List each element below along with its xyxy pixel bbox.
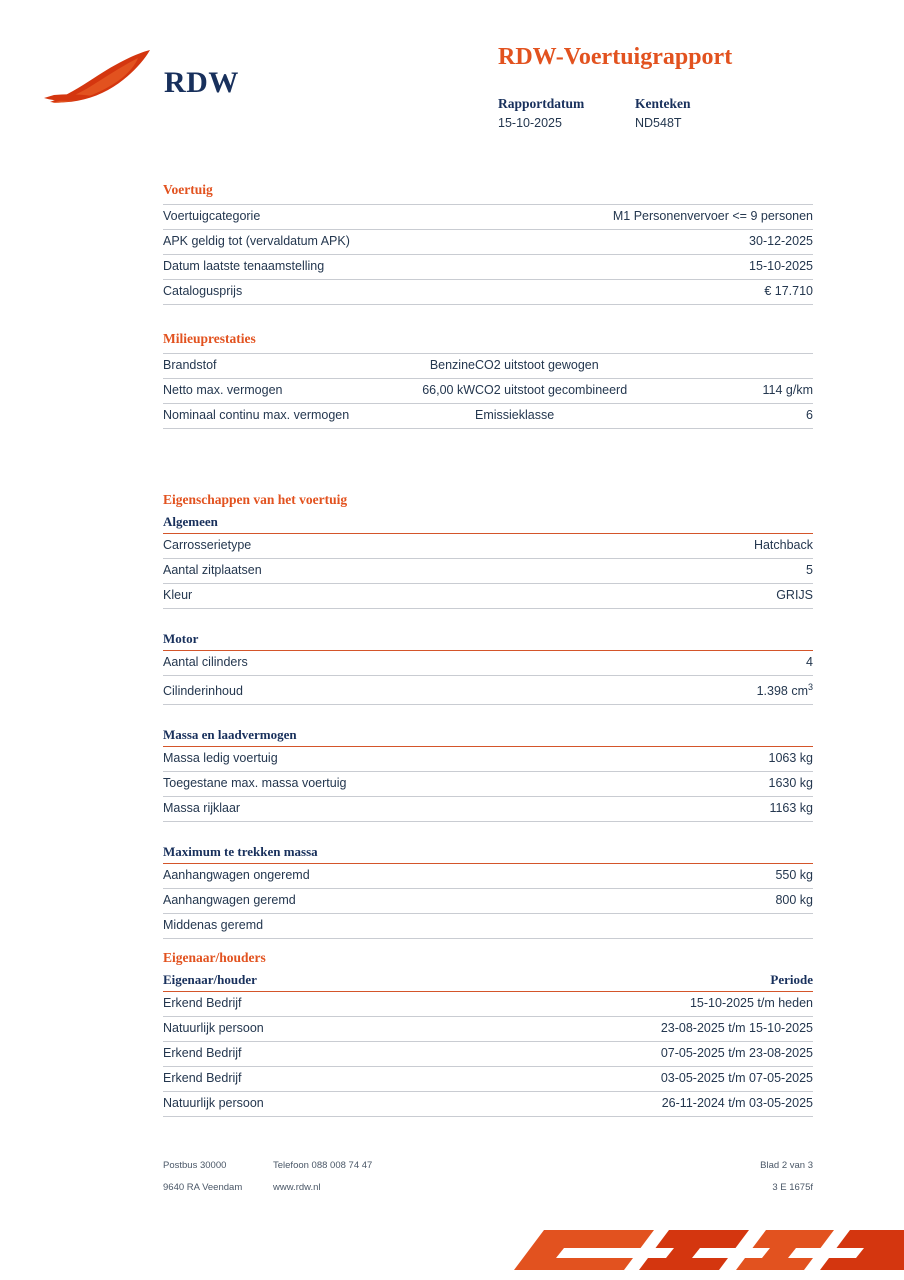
owner-name: Erkend Bedrijf	[163, 1067, 422, 1092]
row-label: Massa rijklaar	[163, 797, 686, 822]
table-row	[163, 1092, 813, 1117]
table-row	[163, 205, 813, 230]
row-label: APK geldig tot (vervaldatum APK)	[163, 230, 477, 255]
footer-postbus: Postbus 30000	[163, 1160, 227, 1171]
table-row	[163, 404, 813, 429]
table-row	[163, 889, 813, 914]
row-label: Aanhangwagen ongeremd	[163, 864, 681, 889]
section-voertuig	[163, 182, 813, 305]
footer-page-number: Blad 2 van 3	[760, 1160, 813, 1171]
row-value-left	[371, 404, 475, 429]
row-value-right: 114 g/km	[699, 379, 813, 404]
row-label: Datum laatste tenaamstelling	[163, 255, 477, 280]
section-eigenschappen	[163, 492, 813, 939]
row-label: Aantal zitplaatsen	[163, 559, 570, 584]
row-label: Toegestane max. massa voertuig	[163, 772, 686, 797]
owner-name: Erkend Bedrijf	[163, 992, 422, 1017]
table-row	[163, 379, 813, 404]
owner-period: 26-11-2024 t/m 03-05-2025	[422, 1092, 813, 1117]
subsection-title-motor: Motor	[163, 631, 199, 646]
table-row	[163, 584, 813, 609]
row-label: Voertuigcategorie	[163, 205, 477, 230]
voertuig-table	[163, 204, 813, 305]
row-label: Cilinderinhoud	[163, 676, 553, 705]
decorative-corner-graphic	[504, 1210, 904, 1280]
row-value: 4	[553, 651, 813, 676]
report-date-label: Rapportdatum	[498, 96, 585, 111]
row-label: Kleur	[163, 584, 570, 609]
row-value: GRIJS	[570, 584, 813, 609]
owner-name: Natuurlijk persoon	[163, 1017, 422, 1042]
table-row	[163, 1067, 813, 1092]
subsection-title-massa: Massa en laadvermogen	[163, 727, 297, 743]
owner-period: 03-05-2025 t/m 07-05-2025	[422, 1067, 813, 1092]
row-value: 1630 kg	[686, 772, 813, 797]
table-row	[163, 559, 813, 584]
column-header-owner: Eigenaar/houder	[163, 972, 257, 987]
row-value-cilinderinhoud	[553, 676, 813, 705]
document-header	[0, 0, 904, 150]
table-row	[163, 280, 813, 305]
row-value-left: Benzine	[371, 354, 475, 379]
subsection-title-trekken: Maximum te trekken massa	[163, 844, 318, 860]
table-row	[163, 354, 813, 379]
row-label: Aantal cilinders	[163, 651, 553, 676]
plate-label: Kenteken	[635, 96, 691, 111]
row-label: Middenas geremd	[163, 914, 681, 939]
row-value-right	[699, 354, 813, 379]
rdw-logo	[42, 34, 252, 104]
row-label: Catalogusprijs	[163, 280, 477, 305]
unit-exponent: 3	[807, 682, 813, 692]
row-value: € 17.710	[477, 280, 813, 305]
subsection-title-algemeen: Algemeen	[163, 514, 218, 529]
row-value: 1063 kg	[686, 747, 813, 772]
plate-value: ND548T	[635, 116, 682, 130]
row-value: 1.398 cm	[756, 684, 808, 699]
footer-line-2	[163, 1182, 813, 1204]
section-milieuprestaties	[163, 331, 813, 429]
table-row	[163, 255, 813, 280]
table-row	[163, 1017, 813, 1042]
owner-name: Erkend Bedrijf	[163, 1042, 422, 1067]
table-row	[163, 534, 813, 559]
table-row	[163, 772, 813, 797]
section-title-voertuig: Voertuig	[163, 182, 213, 197]
footer-form-code: 3 E 1675f	[772, 1182, 813, 1193]
algemeen-table	[163, 533, 813, 609]
row-value: 30-12-2025	[477, 230, 813, 255]
row-value: M1 Personenvervoer <= 9 personen	[477, 205, 813, 230]
row-value-left: 66,00 kW	[371, 379, 475, 404]
plate-block	[635, 96, 691, 130]
row-value: Hatchback	[570, 534, 813, 559]
footer-line-1	[163, 1160, 813, 1182]
owners-table	[163, 972, 813, 1117]
section-eigenaar-houders	[163, 950, 813, 1117]
row-value: 550 kg	[681, 864, 813, 889]
document-footer	[163, 1160, 813, 1204]
row-value	[681, 914, 813, 939]
report-date-block	[498, 96, 635, 130]
table-row	[163, 992, 813, 1017]
footer-city: 9640 RA Veendam	[163, 1182, 243, 1193]
row-label-left: Brandstof	[163, 354, 371, 379]
report-meta	[498, 96, 828, 130]
row-value: 5	[570, 559, 813, 584]
table-row	[163, 230, 813, 255]
report-title: RDW-Voertuigrapport	[498, 44, 733, 70]
milieu-table	[163, 353, 813, 429]
section-title-eigenaar: Eigenaar/houders	[163, 950, 266, 965]
row-label-right: Emissieklasse	[475, 404, 699, 429]
column-header-period: Periode	[770, 972, 813, 987]
row-label: Aanhangwagen geremd	[163, 889, 681, 914]
massa-table	[163, 746, 813, 822]
row-label-right: CO2 uitstoot gewogen	[475, 354, 699, 379]
row-value: 800 kg	[681, 889, 813, 914]
table-row	[163, 747, 813, 772]
motor-table	[163, 650, 813, 705]
row-label-left: Nominaal continu max. vermogen	[163, 404, 371, 429]
row-label: Massa ledig voertuig	[163, 747, 686, 772]
section-title-milieu: Milieuprestaties	[163, 331, 256, 346]
row-value: 1163 kg	[686, 797, 813, 822]
table-row	[163, 864, 813, 889]
table-row	[163, 914, 813, 939]
table-row	[163, 1042, 813, 1067]
report-date-value: 15-10-2025	[498, 116, 562, 130]
owner-period: 15-10-2025 t/m heden	[422, 992, 813, 1017]
trekken-table	[163, 863, 813, 939]
footer-telephone: Telefoon 088 008 74 47	[273, 1160, 373, 1171]
owner-period: 07-05-2025 t/m 23-08-2025	[422, 1042, 813, 1067]
row-value-right: 6	[699, 404, 813, 429]
table-header-row	[163, 972, 813, 992]
row-label-left: Netto max. vermogen	[163, 379, 371, 404]
table-row	[163, 651, 813, 676]
brand-wordmark: RDW	[164, 66, 239, 99]
section-title-eigenschappen: Eigenschappen van het voertuig	[163, 492, 348, 507]
table-row	[163, 676, 813, 705]
owner-name: Natuurlijk persoon	[163, 1092, 422, 1117]
rdw-feather-icon	[42, 48, 157, 106]
footer-website: www.rdw.nl	[273, 1182, 321, 1193]
row-label-right: CO2 uitstoot gecombineerd	[475, 379, 699, 404]
rdw-stripes-icon	[504, 1210, 904, 1280]
table-row	[163, 797, 813, 822]
row-value: 15-10-2025	[477, 255, 813, 280]
row-label: Carrosserietype	[163, 534, 570, 559]
owner-period: 23-08-2025 t/m 15-10-2025	[422, 1017, 813, 1042]
